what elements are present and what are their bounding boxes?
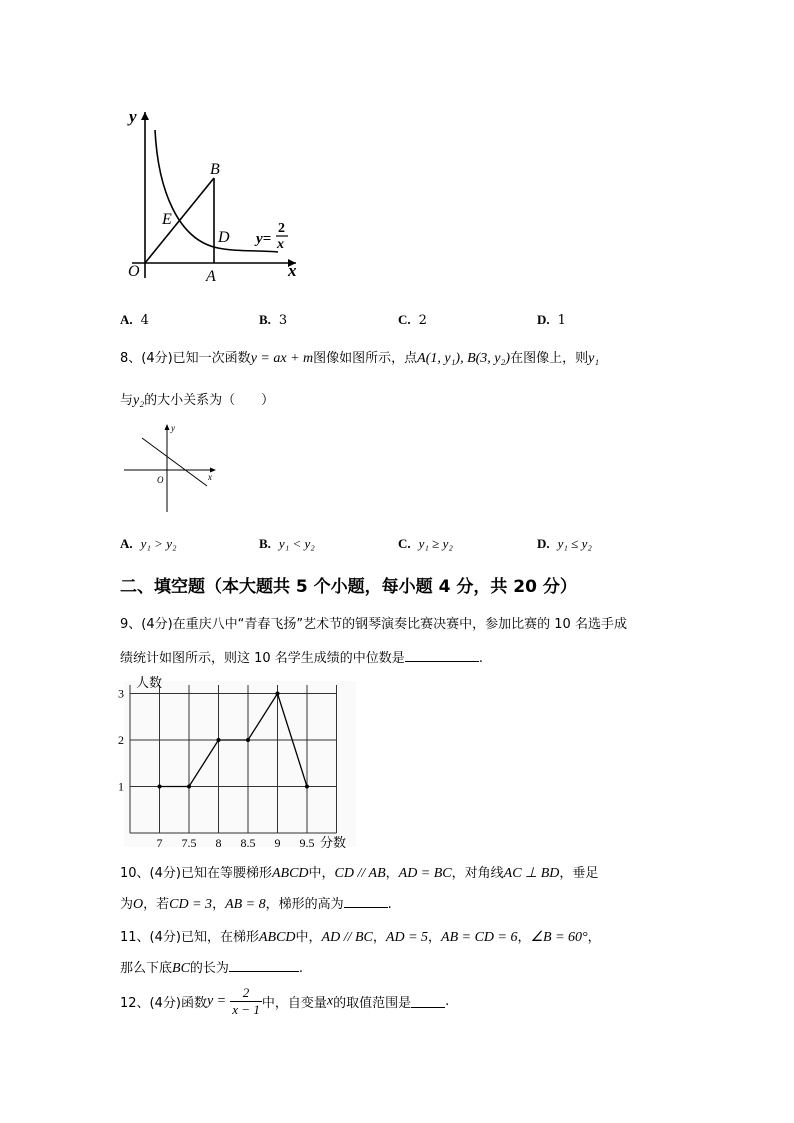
q12-x: x [326, 993, 334, 1009]
x-tick-label: 7.5 [181, 836, 197, 850]
function-numerator: 2 [278, 221, 285, 236]
q11-stem-line1: 11、(4分)已知，在梯形ABCD中，AD // BC，AD = 5，AB = CD = 6，∠B = 60°， [120, 930, 601, 945]
data-point [305, 785, 309, 789]
data-point [187, 785, 191, 789]
q12-y: y = [206, 993, 227, 1009]
x-tick-label: 9.5 [299, 836, 315, 850]
x-tick-label: 8 [215, 836, 222, 850]
y-axis-label: 人数 [136, 675, 163, 690]
q8-option-a[interactable] [120, 536, 177, 552]
score-line-chart [114, 671, 364, 856]
origin-label: O [157, 475, 164, 485]
data-point [246, 738, 250, 742]
q10-cond3: AC ⊥ BD [503, 866, 560, 881]
answer-blank[interactable] [405, 649, 479, 662]
y-tick-label: 3 [118, 686, 124, 701]
q12-text: 12、(4分)函数 [120, 996, 207, 1011]
q10-stem-line1: 10、(4分)已知在等腰梯形ABCD中，CD // AB，AD = BC，对角线AC ⊥ BD，垂足 [120, 866, 599, 881]
q12-stem [120, 985, 449, 1018]
option-value: 2 [418, 313, 427, 328]
function-label: y= [256, 231, 272, 247]
answer-blank[interactable] [229, 959, 299, 972]
fraction-numerator: 2 [230, 985, 262, 1002]
q10-abcd: ABCD [271, 866, 309, 881]
figure-linear-function [120, 420, 220, 515]
q11-cond4: ∠B = 60° [530, 930, 588, 945]
section-title: 二、填空题（本大题共 5 个小题，每小题 4 分，共 20 分） [120, 577, 577, 597]
q10-o: O [133, 897, 144, 912]
segment-ob [145, 178, 214, 263]
q12-text: 的取值范围是 [333, 996, 412, 1011]
answer-blank[interactable] [411, 995, 445, 1008]
q11-text: 的长为 [189, 961, 229, 976]
fraction-denominator: x − 1 [232, 1002, 260, 1017]
answer-blank[interactable] [344, 895, 388, 908]
q12-end: . [445, 994, 450, 1009]
y-arrow [141, 112, 149, 120]
q10-text: 10、(4分)已知在等腰梯形 [120, 866, 272, 881]
q8-function: y = ax + m [250, 351, 314, 366]
q10-cond2: AD = BC [398, 866, 452, 881]
q9-stem-line2 [120, 647, 483, 666]
point-a-label: A [206, 268, 216, 285]
option-label: C. [398, 312, 411, 327]
point-b-label: B [210, 161, 220, 178]
y-label: y [129, 107, 137, 126]
q9-text: 绩统计如图所示，则这 10 名学生成绩的中位数是 [120, 651, 405, 666]
q10-text: 为 [120, 897, 134, 912]
q11-abcd: ABCD [258, 930, 296, 945]
q11-text: 中， [295, 930, 322, 945]
q9-end: . [478, 651, 483, 666]
q7-option-a[interactable] [120, 312, 149, 328]
option-value: y₁ ≤ y₂ [557, 536, 592, 551]
q7-option-b[interactable] [259, 312, 287, 328]
y-label: y [171, 423, 175, 433]
q11-stem-line2 [120, 957, 303, 977]
option-value: y₁ > y₂ [140, 536, 177, 551]
q11-text: 那么下底 [120, 961, 173, 976]
q8-option-c[interactable] [398, 536, 453, 552]
q8-stem-line2 [120, 389, 274, 409]
q8-y1: y₁ [588, 351, 600, 366]
q10-text: ，若 [143, 897, 170, 912]
x-tick-label: 8.5 [240, 836, 256, 850]
q10-text: ，垂足 [559, 866, 599, 881]
x-tick-label: 9 [274, 836, 281, 850]
q10-end: . [387, 897, 392, 912]
q12-fraction [230, 985, 262, 1018]
q10-text: ，梯形的高为 [265, 897, 344, 912]
q12-text: 中，自变量 [261, 996, 327, 1011]
q10-cond1: CD // AB [334, 866, 386, 881]
data-point [158, 785, 162, 789]
q8-prefix: 8、(4分)已知一次函数 [120, 351, 251, 366]
option-label: C. [398, 536, 411, 551]
q8-text: 的大小关系为（ ） [144, 393, 275, 408]
q10-cond5: AB = 8 [225, 897, 266, 912]
q8-option-d[interactable] [537, 536, 592, 552]
q11-cond2: AD = 5 [385, 930, 429, 945]
x-label: x [288, 261, 297, 280]
q8-mid: 图像如图所示，点 [313, 351, 418, 366]
q8-option-b[interactable] [259, 536, 315, 552]
q8-suffix: 在图像上，则 [510, 351, 589, 366]
q10-stem-line2: 为O，若CD = 3，AB = 8，梯形的高为 . [120, 897, 392, 912]
option-value: y₁ < y₂ [278, 536, 315, 551]
option-label: A. [120, 312, 133, 327]
option-label: D. [537, 312, 550, 327]
q7-option-c[interactable] [398, 312, 427, 328]
option-label: B. [259, 312, 271, 327]
linear-function-line [142, 438, 207, 486]
q11-cond1: AD // BC [321, 930, 373, 945]
option-value: 3 [278, 313, 288, 328]
x-label: x [208, 472, 212, 482]
q9-stem-line1: 9、(4分)在重庆八中“青春飞扬”艺术节的钢琴演奏比赛决赛中，参加比赛的 10 名选手成 [120, 617, 627, 632]
q10-text: 中， [308, 866, 335, 881]
chart-background [124, 681, 356, 847]
point-e-label: E [162, 211, 172, 228]
q11-end: . [298, 961, 304, 976]
q11-text: 11、(4分)已知，在梯形 [120, 930, 259, 945]
option-label: D. [537, 536, 550, 551]
x-tick-label: 7 [156, 836, 163, 850]
origin-label: O [128, 263, 140, 280]
y-tick-label: 2 [118, 733, 124, 747]
figure-inverse-function [118, 100, 318, 290]
q11-cond3: AB = CD = 6 [441, 930, 518, 945]
q8-stem-line1 [120, 347, 599, 367]
option-value: 4 [140, 313, 149, 328]
q7-option-d[interactable] [537, 312, 566, 328]
x-axis-label: 分数 [320, 835, 347, 850]
q8-text: 与 [120, 393, 134, 408]
q8-points: A(1, y₁), B(3, y₂) [417, 351, 511, 366]
q11-bc: BC [172, 961, 190, 976]
option-value: 1 [557, 313, 566, 328]
data-point [217, 738, 221, 742]
q10-text: ，对角线 [451, 866, 504, 881]
data-point [276, 692, 280, 696]
function-denominator: x [277, 237, 284, 252]
point-d-label: D [218, 229, 230, 246]
q8-y2: y₂ [133, 393, 145, 408]
option-value: y₁ ≥ y₂ [418, 536, 453, 551]
option-label: B. [259, 536, 271, 551]
y-arrow [165, 424, 170, 430]
q10-cond4: CD = 3 [169, 897, 213, 912]
option-label: A. [120, 536, 133, 551]
y-tick-label: 1 [118, 779, 124, 794]
